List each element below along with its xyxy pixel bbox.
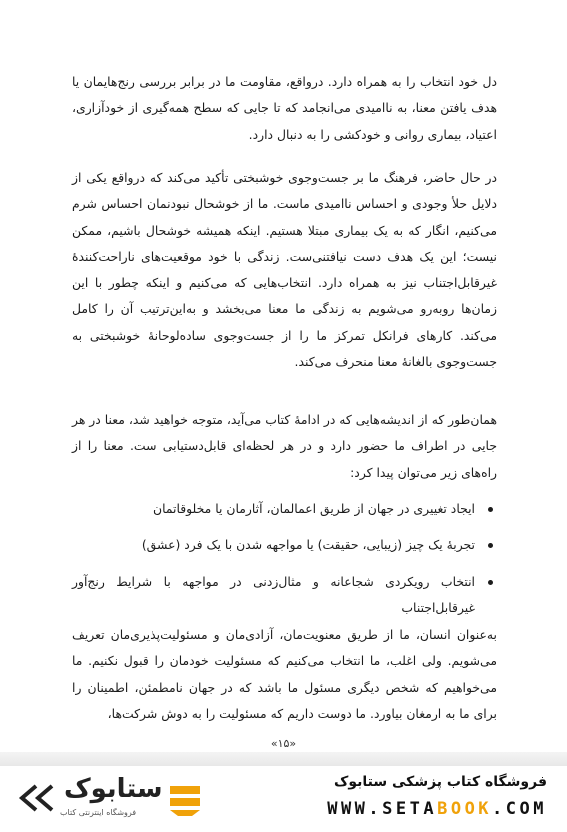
meaning-ways-list bbox=[72, 496, 497, 621]
list-item: ایجاد تغییری در جهان از طریق اعمالمان، آثارمان یا مخلوقاتمان bbox=[72, 496, 497, 522]
paragraph-1-text: دل خود انتخاب را به همراه دارد. درواقع، مقاومت ما در برابر بررسی رنج‌هایمان یا هدف یافتن معنا، به ناامیدی می‌انجامد که تا جایی که سطح همه‌گیری از خودآزاری، اعتیاد، بیماری روانی و خودکشی را به دنبال دارد. bbox=[72, 74, 497, 142]
paragraph-3 bbox=[72, 407, 497, 486]
paragraph-2 bbox=[72, 165, 497, 375]
logo-subtitle: فروشگاه اینترنتی کتاب bbox=[60, 808, 137, 817]
store-url-link[interactable]: WWW.SETABOOK.COM bbox=[327, 799, 547, 819]
bullet-icon bbox=[488, 507, 493, 512]
double-chevron-icon bbox=[16, 784, 58, 812]
bullet-icon bbox=[488, 543, 493, 548]
bullet-list bbox=[72, 496, 497, 631]
store-footer-banner bbox=[0, 766, 567, 832]
store-logo[interactable] bbox=[16, 772, 206, 828]
list-item: تجربهٔ یک چیز (زیبایی، حقیقت) یا مواجهه شدن با یک فرد (عشق) bbox=[72, 532, 497, 558]
paragraph-2-text: در حال حاضر، فرهنگ ما بر جست‌وجوی خوشبختی تأکید می‌کند که درواقع یکی از دلایل حلأ وجودی و احساس ناامیدی ماست. ما از خوشحال نبودنمان احساس شرم می‌کنیم، انگار که به یک بیماری مبتلا هستیم. اینکه همیشه خوشحال باشیم، ممکن نیست؛ این یک هدف دست نیافتنی‌ست. زندگی با خود موقعیت‌های ناراحت‌کنندهٔ غیرقابل‌اجتناب نیز به همراه دارد. انتخاب‌هایی که می‌کنیم و اینکه چطور با این زمان‌ها روبه‌رو می‌شویم به زندگی ما معنا می‌بخشد و به‌این‌ترتیب آن را کامل می‌کند. کارهای فرانکل تمرکز ما را از جست‌وجوی ساده‌لوحانهٔ خوشبختی به جست‌وجوی بالغانهٔ معنا منحرف می‌کند. bbox=[72, 170, 497, 370]
bullet-icon bbox=[488, 580, 493, 585]
list-item: انتخاب رویکردی شجاعانه و مثال‌زدنی در مواجهه با شرایط رنج‌آور غیرقابل‌اجتناب bbox=[72, 569, 497, 622]
paragraph-4 bbox=[72, 622, 497, 727]
logo-wordmark: ستابوک bbox=[64, 774, 163, 804]
store-name: فروشگاه کتاب پزشکی ستابوک bbox=[334, 774, 547, 790]
paragraph-3-text: همان‌طور که از اندیشه‌هایی که در ادامهٔ کتاب می‌آید، متوجه خواهید شد، معنا در هر جایی در اطراف ما حضور دارد و در هر لحظه‌ای قابل‌دستیابی ست. معنا را از راه‌های زیر می‌توان پیدا کرد: bbox=[72, 412, 497, 480]
paragraph-1 bbox=[72, 69, 497, 148]
book-chevron-icon bbox=[166, 782, 204, 818]
page-number: «۱۵» bbox=[270, 737, 297, 750]
page-edge-shadow bbox=[0, 752, 567, 766]
paragraph-4-text: به‌عنوان انسان، ما از طریق معنویت‌مان، آزادی‌مان و مسئولیت‌پذیری‌مان تعریف می‌شویم. ولی اغلب، ما انتخاب می‌کنیم که مسئولیت خودمان را قبول نکنیم. ما می‌خواهیم که شخص دیگری مسئول ما باشد که در جهان نامطمئن، اطمینان را برای ما به ارمغان بیاورد. ما دوست داریم که مسئولیت را به دوش شرکت‌ها، bbox=[72, 627, 497, 721]
